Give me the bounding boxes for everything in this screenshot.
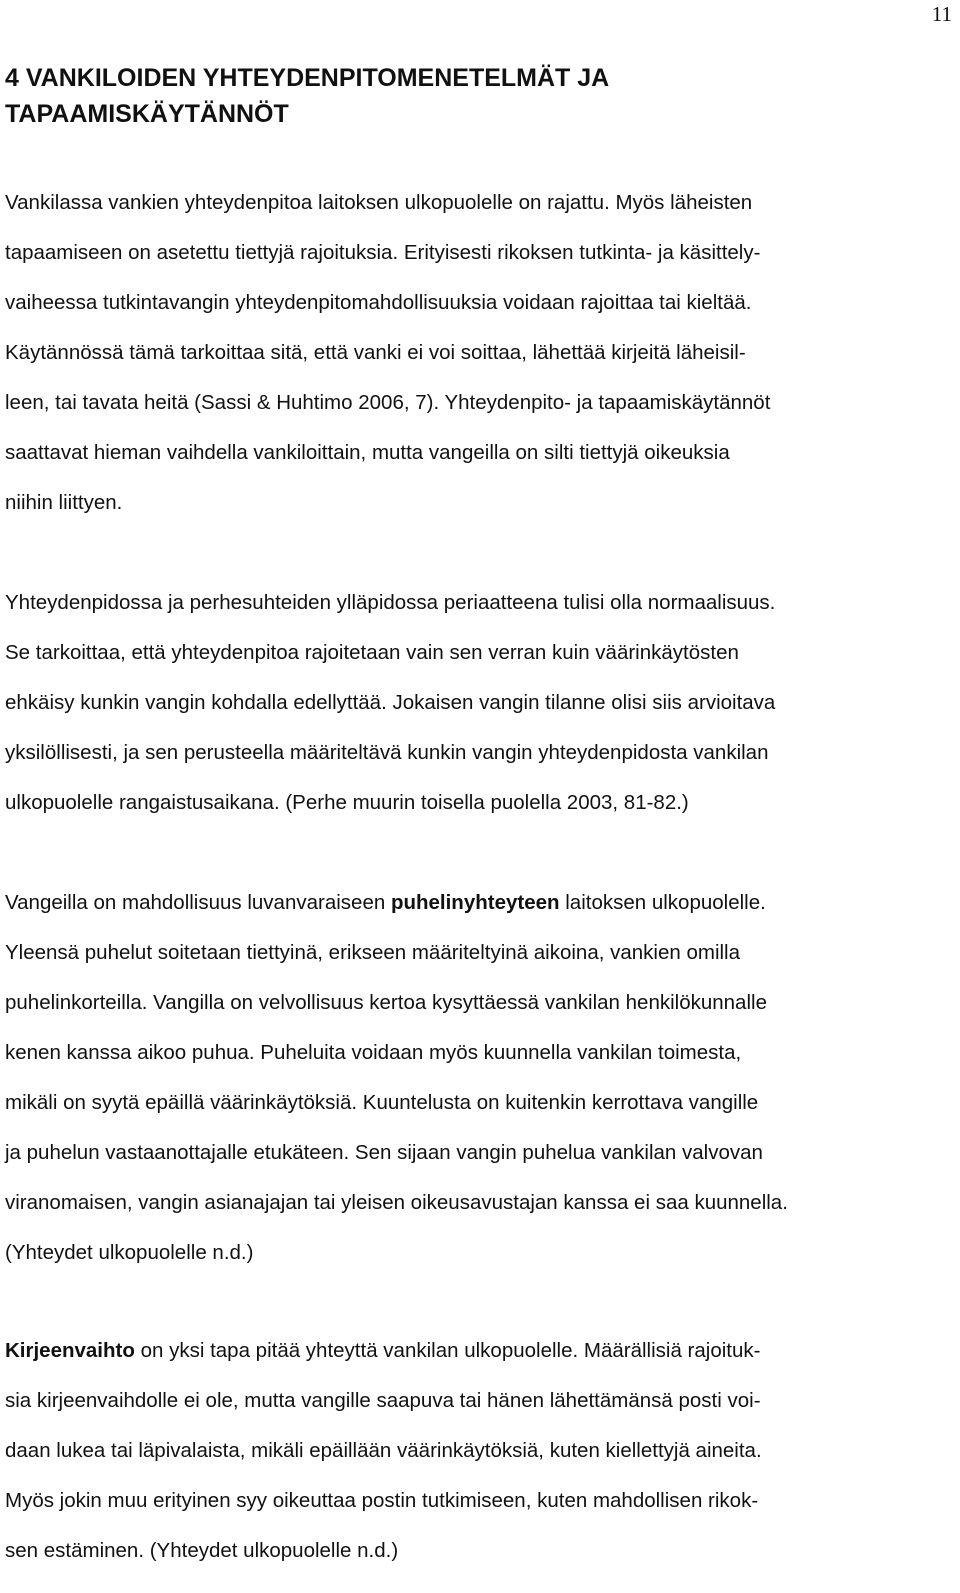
section-heading bbox=[5, 60, 905, 132]
paragraph-line: tapaamiseen on asetettu tiettyjä rajoituksia. Erityisesti rikoksen tutkinta- ja käsittely- bbox=[5, 241, 761, 264]
paragraph-line: Vankilassa vankien yhteydenpitoa laitoksen ulkopuolelle on rajattu. Myös läheisten bbox=[5, 191, 753, 214]
paragraph-line: sen estäminen. (Yhteydet ulkopuolelle n.d.) bbox=[5, 1539, 399, 1562]
paragraph-line: saattavat hieman vaihdella vankiloittain, mutta vangeilla on silti tiettyjä oikeuksia bbox=[5, 441, 730, 464]
paragraph-4 bbox=[5, 1326, 935, 1576]
paragraph-line: sia kirjeenvaihdolle ei ole, mutta vangille saapuva tai hänen lähettämänsä posti voi- bbox=[5, 1389, 761, 1412]
page-number: 11 bbox=[931, 2, 952, 26]
paragraph-3 bbox=[5, 878, 935, 1278]
paragraph-line: (Yhteydet ulkopuolelle n.d.) bbox=[5, 1241, 254, 1264]
paragraph-line: Yhteydenpidossa ja perhesuhteiden ylläpidossa periaatteena tulisi olla normaalisuus. bbox=[5, 591, 776, 614]
paragraph-line: mikäli on syytä epäillä väärinkäytöksiä. Kuuntelusta on kuitenkin kerrottava vangille bbox=[5, 1091, 759, 1114]
paragraph-line: ja puhelun vastaanottajalle etukäteen. Sen sijaan vangin puhelua vankilan valvovan bbox=[5, 1141, 763, 1164]
heading-line-2: TAPAAMISKÄYTÄNNÖT bbox=[5, 100, 289, 128]
paragraph-line: leen, tai tavata heitä (Sassi & Huhtimo 2006, 7). Yhteydenpito- ja tapaamiskäytännöt bbox=[5, 391, 771, 414]
paragraph-line: ulkopuolelle rangaistusaikana. (Perhe muurin toisella puolella 2003, 81-82.) bbox=[5, 791, 689, 814]
paragraph-2 bbox=[5, 578, 935, 828]
paragraph-line: viranomaisen, vangin asianajajan tai yleisen oikeusavustajan kanssa ei saa kuunnella. bbox=[5, 1191, 788, 1214]
paragraph-line: vaiheessa tutkintavangin yhteydenpitomahdollisuuksia voidaan rajoittaa tai kieltää. bbox=[5, 291, 752, 314]
paragraph-line: kenen kanssa aikoo puhua. Puheluita voidaan myös kuunnella vankilan toimesta, bbox=[5, 1041, 742, 1064]
paragraph-line: puhelinkorteilla. Vangilla on velvollisuus kertoa kysyttäessä vankilan henkilökunnalle bbox=[5, 991, 767, 1014]
paragraph-line bbox=[5, 878, 935, 928]
paragraph-line: ehkäisy kunkin vangin kohdalla edellyttää. Jokaisen vangin tilanne olisi siis arvioitava bbox=[5, 691, 776, 714]
paragraph-line bbox=[5, 1326, 935, 1376]
emphasis-kirjeenvaihto: Kirjeenvaihto bbox=[5, 1339, 135, 1362]
paragraph-line: Myös jokin muu erityinen syy oikeuttaa postin tutkimiseen, kuten mahdollisen rikok- bbox=[5, 1489, 759, 1512]
paragraph-line: Käytännössä tämä tarkoittaa sitä, että vanki ei voi soittaa, lähettää kirjeitä läheisil- bbox=[5, 341, 746, 364]
emphasis-puhelinyhteyteen: puhelinyhteyteen bbox=[390, 891, 560, 914]
paragraph-text: Vangeilla on mahdollisuus luvanvaraiseen bbox=[5, 891, 391, 914]
paragraph-text: laitoksen ulkopuolelle. bbox=[559, 891, 766, 914]
paragraph-line: niihin liittyen. bbox=[5, 491, 123, 514]
heading-line-1: 4 VANKILOIDEN YHTEYDENPITOMENETELMÄT JA bbox=[5, 64, 610, 92]
paragraph-line: yksilöllisesti, ja sen perusteella määriteltävä kunkin vangin yhteydenpidosta vankilan bbox=[5, 741, 769, 764]
paragraph-line: daan lukea tai läpivalaista, mikäli epäillään väärinkäytöksiä, kuten kiellettyjä aineita. bbox=[5, 1439, 762, 1462]
paragraph-text: on yksi tapa pitää yhteyttä vankilan ulkopuolelle. Määrällisiä rajoituk- bbox=[134, 1339, 761, 1362]
paragraph-line: Yleensä puhelut soitetaan tiettyinä, erikseen määriteltyinä aikoina, vankien omilla bbox=[5, 941, 741, 964]
paragraph-line: Se tarkoittaa, että yhteydenpitoa rajoitetaan vain sen verran kuin väärinkäytösten bbox=[5, 641, 739, 664]
paragraph-1 bbox=[5, 178, 935, 528]
